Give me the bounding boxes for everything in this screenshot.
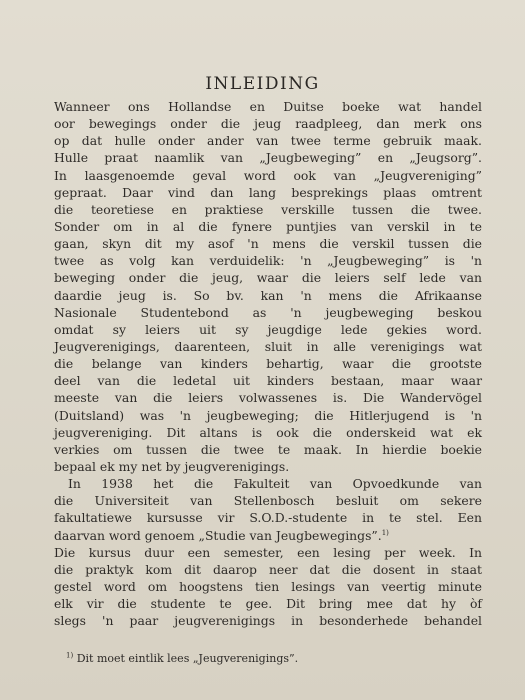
text-line: fakultatiewe kursusse vir S.O.D.-studente in te stel. Een (54, 510, 482, 526)
body-text (54, 98, 482, 629)
text-line: meeste van die leiers volwassenes is. Die Wandervögel (54, 390, 482, 406)
text-line: Nasionale Studentebond as 'n jeugbeweging beskou (54, 304, 482, 320)
footnote-marker: 1) (66, 651, 74, 660)
text-line: op dat hulle onder ander van twee terme gebruik maak. (54, 133, 482, 149)
text-line: die praktyk kom dit daarop neer dat die dosent in staat (54, 561, 482, 577)
text-line: slegs 'n paar jeugverenigings in besonderhede behandel (54, 613, 482, 629)
chapter-heading: INLEIDING (205, 74, 320, 94)
footnote (66, 652, 298, 665)
text-line: elk vir die studente te gee. Dit bring mee dat hy òf (54, 596, 482, 612)
text-line: daardie jeug is. So bv. kan 'n mens die Afrikaanse (54, 287, 482, 303)
text-line: beweging onder die jeug, waar die leiers self lede van (54, 270, 482, 286)
text-line: Sonder om in al die fynere puntjies van verskil in te (54, 218, 482, 234)
text-line: die teoretiese en praktiese verskille tussen die twee. (54, 201, 482, 217)
text-line: twee as volg kan verduidelik: 'n „Jeugbeweging” is 'n (54, 253, 482, 269)
text-line: gaan, skyn dit my asof 'n mens die verskil tussen die (54, 236, 482, 252)
text-line: In 1938 het die Fakulteit van Opvoedkunde van (68, 476, 482, 492)
text-line-with-footnote (54, 527, 482, 544)
text-line: verkies om tussen die twee te maak. In hierdie boekie (54, 441, 482, 457)
text-line: omdat sy leiers uit sy jeugdige lede gekies word. (54, 321, 482, 337)
text-line: Hulle praat naamlik van „Jeugbeweging” en „Jeugsorg”. (54, 150, 482, 166)
text-line: (Duitsland) was 'n jeugbeweging; die Hitlerjugend is 'n (54, 407, 482, 423)
text-line: die Universiteit van Stellenbosch besluit om sekere (54, 493, 482, 509)
text-line: gepraat. Daar vind dan lang besprekings plaas omtrent (54, 184, 482, 200)
footnote-reference: 1) (381, 528, 389, 537)
text-line: bepaal ek my net by jeugverenigings. (54, 458, 290, 474)
text-line: jeugvereniging. Dit altans is ook die onderskeid wat ek (54, 424, 482, 440)
footnote-text: Dit moet eintlik lees „Jeugverenigings”. (76, 652, 299, 665)
text-line: oor bewegings onder die jeug raadpleeg, dan merk ons (54, 116, 482, 132)
text-line: gestel word om hoogstens tien lesings van veertig minute (54, 578, 482, 594)
text-line: Jeugverenigings, daarenteen, sluit in alle verenigings wat (54, 338, 482, 354)
text-line: die belange van kinders behartig, waar die grootste (54, 356, 482, 372)
text-line: Die kursus duur een semester, een lesing per week. In (54, 544, 482, 560)
text-line: deel van die ledetal uit kinders bestaan, maar waar (54, 373, 482, 389)
text-line: Wanneer ons Hollandse en Duitse boeke wat handel (54, 99, 482, 114)
text-line: In laasgenoemde geval word ook van „Jeugvereniging” (54, 167, 482, 183)
text-line-content: daarvan word genoem „Studie van Jeugbewegings”. (54, 527, 382, 543)
